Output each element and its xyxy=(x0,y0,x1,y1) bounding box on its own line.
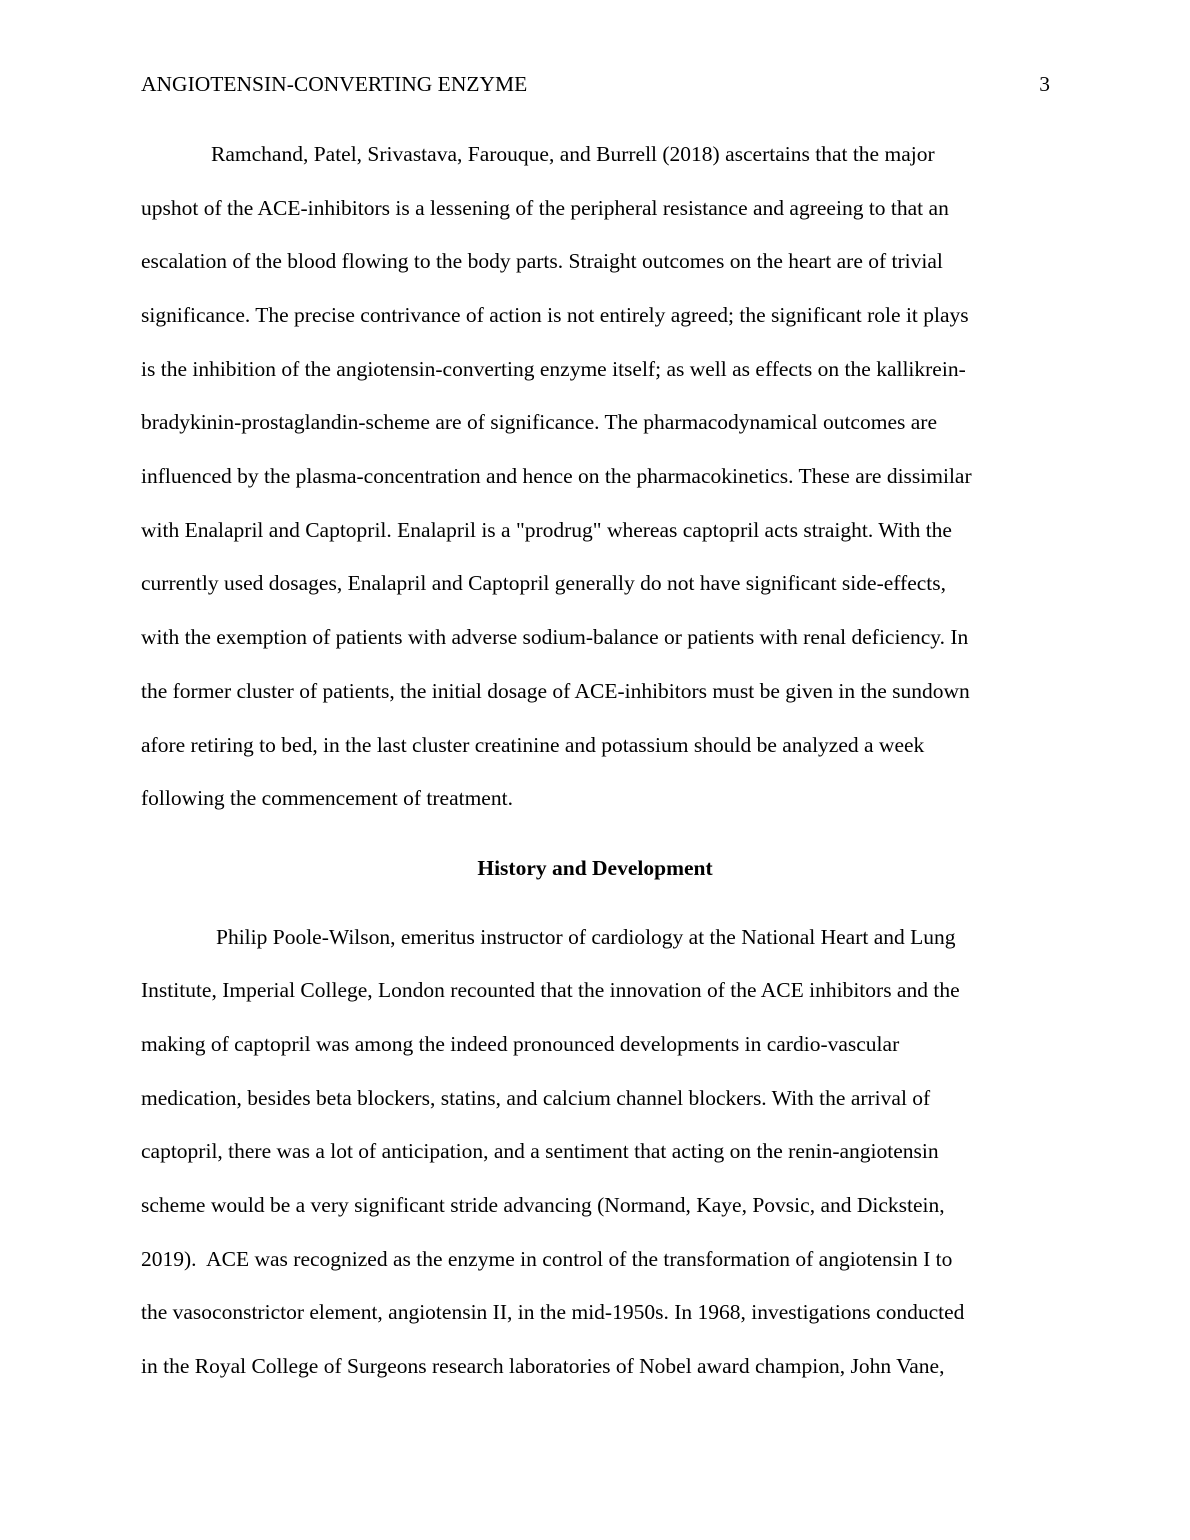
page-number: 3 xyxy=(1039,72,1050,96)
paragraph-2-line: Institute, Imperial College, London recounted that the innovation of the ACE inhibitors and the xyxy=(141,978,960,1002)
paragraph-2-line: in the Royal College of Surgeons research laboratories of Nobel award champion, John Vane, xyxy=(141,1354,945,1378)
paragraph-2-line: medication, besides beta blockers, statins, and calcium channel blockers. With the arrival of xyxy=(141,1086,931,1110)
paragraph-1-line: bradykinin-prostaglandin-scheme are of significance. The pharmacodynamical outcomes are xyxy=(141,410,937,434)
running-head: ANGIOTENSIN-CONVERTING ENZYME xyxy=(141,72,528,96)
paragraph-1-line: with Enalapril and Captopril. Enalapril is a "prodrug" whereas captopril acts straight. With the xyxy=(141,518,952,542)
paragraph-1-line: following the commencement of treatment. xyxy=(141,786,513,810)
paragraph-1-line: upshot of the ACE-inhibitors is a lessening of the peripheral resistance and agreeing to that an xyxy=(141,196,949,220)
paragraph-2-line: captopril, there was a lot of anticipation, and a sentiment that acting on the renin-angiotensin xyxy=(141,1139,939,1163)
paragraph-2-line: the vasoconstrictor element, angiotensin II, in the mid-1950s. In 1968, investigations conducted xyxy=(141,1300,965,1324)
paragraph-1-line: Ramchand, Patel, Srivastava, Farouque, and Burrell (2018) ascertains that the major xyxy=(211,142,935,166)
paragraph-1-line: is the inhibition of the angiotensin-converting enzyme itself; as well as effects on the kallikrein- xyxy=(141,357,966,381)
paragraph-1-line: significance. The precise contrivance of action is not entirely agreed; the significant role it plays xyxy=(141,303,969,327)
paragraph-1-line: the former cluster of patients, the initial dosage of ACE-inhibitors must be given in the sundown xyxy=(141,679,970,703)
paragraph-2-line: Philip Poole-Wilson, emeritus instructor of cardiology at the National Heart and Lung xyxy=(216,925,956,949)
paragraph-1-line: escalation of the blood flowing to the body parts. Straight outcomes on the heart are of trivial xyxy=(141,249,943,273)
paragraph-2-line: 2019). ACE was recognized as the enzyme in control of the transformation of angiotensin I to xyxy=(141,1247,953,1271)
paragraph-1-line: currently used dosages, Enalapril and Captopril generally do not have significant side-effects, xyxy=(141,571,947,595)
paragraph-1-line: influenced by the plasma-concentration and hence on the pharmacokinetics. These are dissimilar xyxy=(141,464,972,488)
paragraph-2-line: scheme would be a very significant stride advancing (Normand, Kaye, Povsic, and Dickstein, xyxy=(141,1193,945,1217)
section-heading: History and Development xyxy=(477,856,713,880)
paragraph-1-line: with the exemption of patients with adverse sodium-balance or patients with renal deficiency. In xyxy=(141,625,969,649)
paragraph-2-line: making of captopril was among the indeed pronounced developments in cardio-vascular xyxy=(141,1032,900,1056)
paragraph-1-line: afore retiring to bed, in the last cluster creatinine and potassium should be analyzed a week xyxy=(141,733,925,757)
